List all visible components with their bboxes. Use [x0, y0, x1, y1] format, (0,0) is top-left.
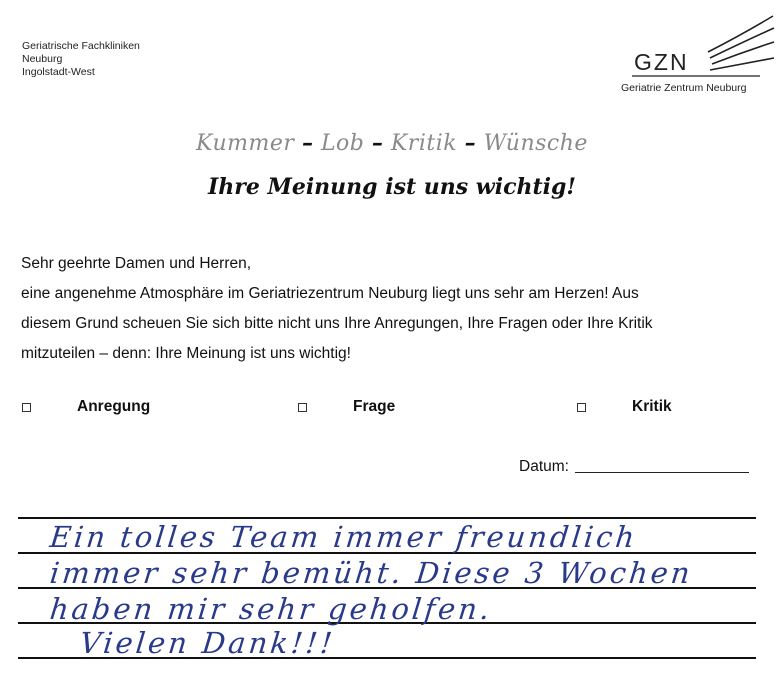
greeting: Sehr geehrte Damen und Herren, — [21, 255, 252, 272]
title-word-kritik: Kritik — [390, 131, 458, 156]
checkbox-anregung[interactable] — [22, 403, 31, 412]
form-title — [0, 130, 784, 156]
logo-text: GZN — [634, 49, 689, 75]
body-line: eine angenehme Atmosphäre im Geriatriezentrum Neuburg liegt uns sehr am Herzen! Aus — [21, 285, 639, 302]
handwritten-line: haben mir sehr geholfen. — [48, 592, 494, 626]
option-label: Frage — [353, 398, 396, 415]
institution-line: Ingolstadt-West — [22, 66, 95, 78]
title-dash: – — [301, 130, 314, 156]
title-word-lob: Lob — [320, 131, 365, 156]
title-dash: – — [464, 130, 477, 156]
handwritten-line: Ein tolles Team immer freundlich — [48, 520, 639, 554]
option-kritik[interactable] — [577, 398, 672, 416]
date-field[interactable] — [519, 458, 749, 476]
date-label: Datum: — [519, 458, 569, 475]
form-subtitle: Ihre Meinung ist uns wichtig! — [207, 174, 577, 200]
institution-line: Neuburg — [22, 53, 63, 65]
option-label: Anregung — [77, 398, 151, 415]
intro-text — [21, 249, 761, 369]
gzn-logo — [618, 12, 778, 102]
option-label: Kritik — [632, 398, 672, 415]
handwritten-line: immer sehr bemüht. Diese 3 Wochen — [48, 556, 695, 590]
option-frage[interactable] — [298, 398, 395, 416]
institution-line: Geriatrische Fachkliniken — [22, 40, 140, 52]
date-input-line[interactable] — [575, 472, 749, 473]
title-dash: – — [371, 130, 384, 156]
title-word-wuensche: Wünsche — [483, 131, 588, 156]
institution-address — [22, 40, 140, 79]
checkbox-kritik[interactable] — [577, 403, 586, 412]
title-word-kummer: Kummer — [196, 131, 295, 156]
body-line: mitzuteilen – denn: Ihre Meinung ist uns wichtig! — [21, 345, 351, 362]
handwritten-line: Vielen Dank!!! — [78, 626, 337, 660]
writing-line — [18, 517, 756, 519]
logo-subtitle: Geriatrie Zentrum Neuburg — [621, 82, 747, 94]
option-anregung[interactable] — [22, 398, 150, 416]
body-line: diesem Grund scheuen Sie sich bitte nicht uns Ihre Anregungen, Ihre Fragen oder Ihre Kritik — [21, 315, 653, 332]
checkbox-frage[interactable] — [298, 403, 307, 412]
